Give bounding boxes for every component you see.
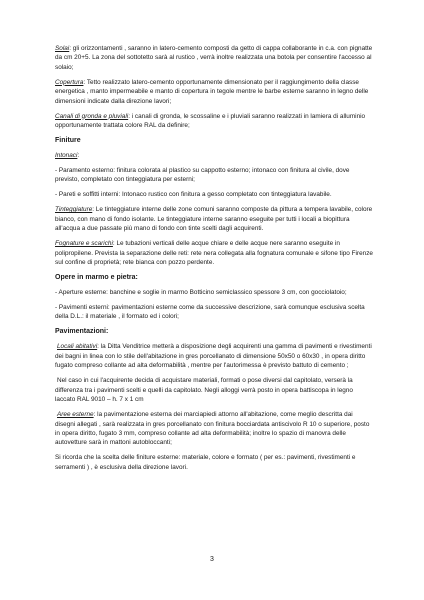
fognature-lead: Fognature e scarichi [55,240,113,248]
copertura-text: : Tetto realizzato latero-cemento opportunamente dimensionato per il raggiungimento della classe energetica , manto impermeabile e manto di copertura in tegole mentre le barbe esterne saranno in legno delle dimensioni indicate dalla direzione lavori; [55,78,369,105]
locali-text: : la Ditta Venditrice metterà a disposizione degli acquirenti una gamma di pavimenti e rivestimenti dei bagni in linea con lo stile dell'abitazione in gres porcellanato di dimensione 50x50 o 60x30 , in opera diritto fugato compreso collante ad alta deformabilità , mentre per l'autorimessa è previsto battuto di cemento ; [55,343,372,370]
paragraph-ricorda: Si ricorda che la scelta delle finiture esterne: materiale, colore e formato ( per es.: pavimenti, rivestimenti e serramenti ) , è esclusiva della direzione lavori. [55,454,356,471]
paragraph-locali [55,342,373,370]
paragraph-canali [55,112,373,131]
intonaci-lead: Intonaci [55,152,78,160]
paragraph-pavimenti-esterni: - Pavimenti esterni: pavimentazioni esterne come da successive descrizione, sarà comunque esclusiva scelta della D.L.: il materiale , il formato ed i colori; [55,304,365,321]
copertura-lead: Copertura [55,78,84,86]
solai-text: : gli orizzontamenti , saranno in latero-cemento composti da getto di cappa collaborante in c.a. con pignatte da cm 20+5. La zona del sottotetto sarà al rustico , verrà inoltre realizzata una botola per consentire l'accesso al solaio; [55,45,373,71]
canali-lead: Canali di gronda e pluviali [55,112,129,120]
paragraph-pareti: - Pareti e soffitti interni: Intonaco rustico con finitura a gesso completato con tinteggiatura lavabile. [55,191,332,199]
heading-pavimentazioni: Pavimentazioni: [55,328,109,336]
aree-lead: Aree esterne [57,411,94,419]
intonaci-tail: : [77,152,80,160]
paragraph-solai [55,44,373,72]
paragraph-fognature [55,239,373,267]
aree-text: : la pavimentazione esterna dei marciapiedi attorno all'abitazione, come meglio descritta dai disegni allegati , sarà realizzata in gres porcellanato con finitura bocciardata antiscivolo R 10 o superiore, posto in opera diritto, fugato 3 mm, compreso collante ad alta deformabilità; inoltre lo spazio di manovra delle autovetture sarà in mattoni autobloccanti; [55,411,370,447]
fognature-text: : Le tubazioni verticali delle acque chiare e delle acque nere saranno eseguite in polipropilene. Prevista la separazione delle reti: rete nera collegata alla fognatura comunale e sifone tipo Firenze sul confine di proprietà; rete bianca con pozzo perdente. [55,240,373,267]
paragraph-intonaci [55,151,373,160]
tinteggiature-text: : Le tinteggiature interne delle zone comuni saranno composte da pittura a tempera lavabile, colore bianco, con mano di fondo isolante. Le tinteggiature interne saranno eseguite per tutti i locali a biopittura all'acqua a due passate più mano di fondo con tinte scelti dagli acquirenti. [55,206,373,233]
page-number: 3 [210,556,214,563]
page-content [55,44,373,478]
heading-marmo: Opere in marmo e pietra: [55,274,138,282]
locali-lead: Locali abitativi [57,343,98,351]
solai-lead: Solai [55,45,70,52]
paragraph-nel-caso: Nel caso in cui l'acquirente decida di acquistare materiali, formati o pose diversi dal capitolato, verserà la differenza tra i pavimenti scelti e quelli da capitolato. Negli alloggi verrà posto in opera battiscopa in legno laccato RAL 9010 – h. 7 x 1 cm [55,377,353,404]
paragraph-copertura [55,78,373,106]
paragraph-tinteggiature [55,205,373,233]
paragraph-aree-esterne [55,410,373,448]
tinteggiature-lead: Tinteggiature [55,206,93,214]
canali-text: : i canali di gronda, le scossaline e i pluviali saranno realizzati in lamiera di alluminio opportunamente trattata colore RAL da definire; [55,112,366,130]
heading-finiture: Finiture [55,137,81,145]
paragraph-paramento: - Paramento esterno: finitura colorata al plastico su cappotto esterno; intonaco con finitura al civile, dove previsto, completato con tinteggiatura per esterni; [55,167,350,184]
paragraph-aperture: - Aperture esterne: banchine e soglie in marmo Botticino semiclassico spessore 3 cm, con gocciolatoio; [55,289,347,297]
